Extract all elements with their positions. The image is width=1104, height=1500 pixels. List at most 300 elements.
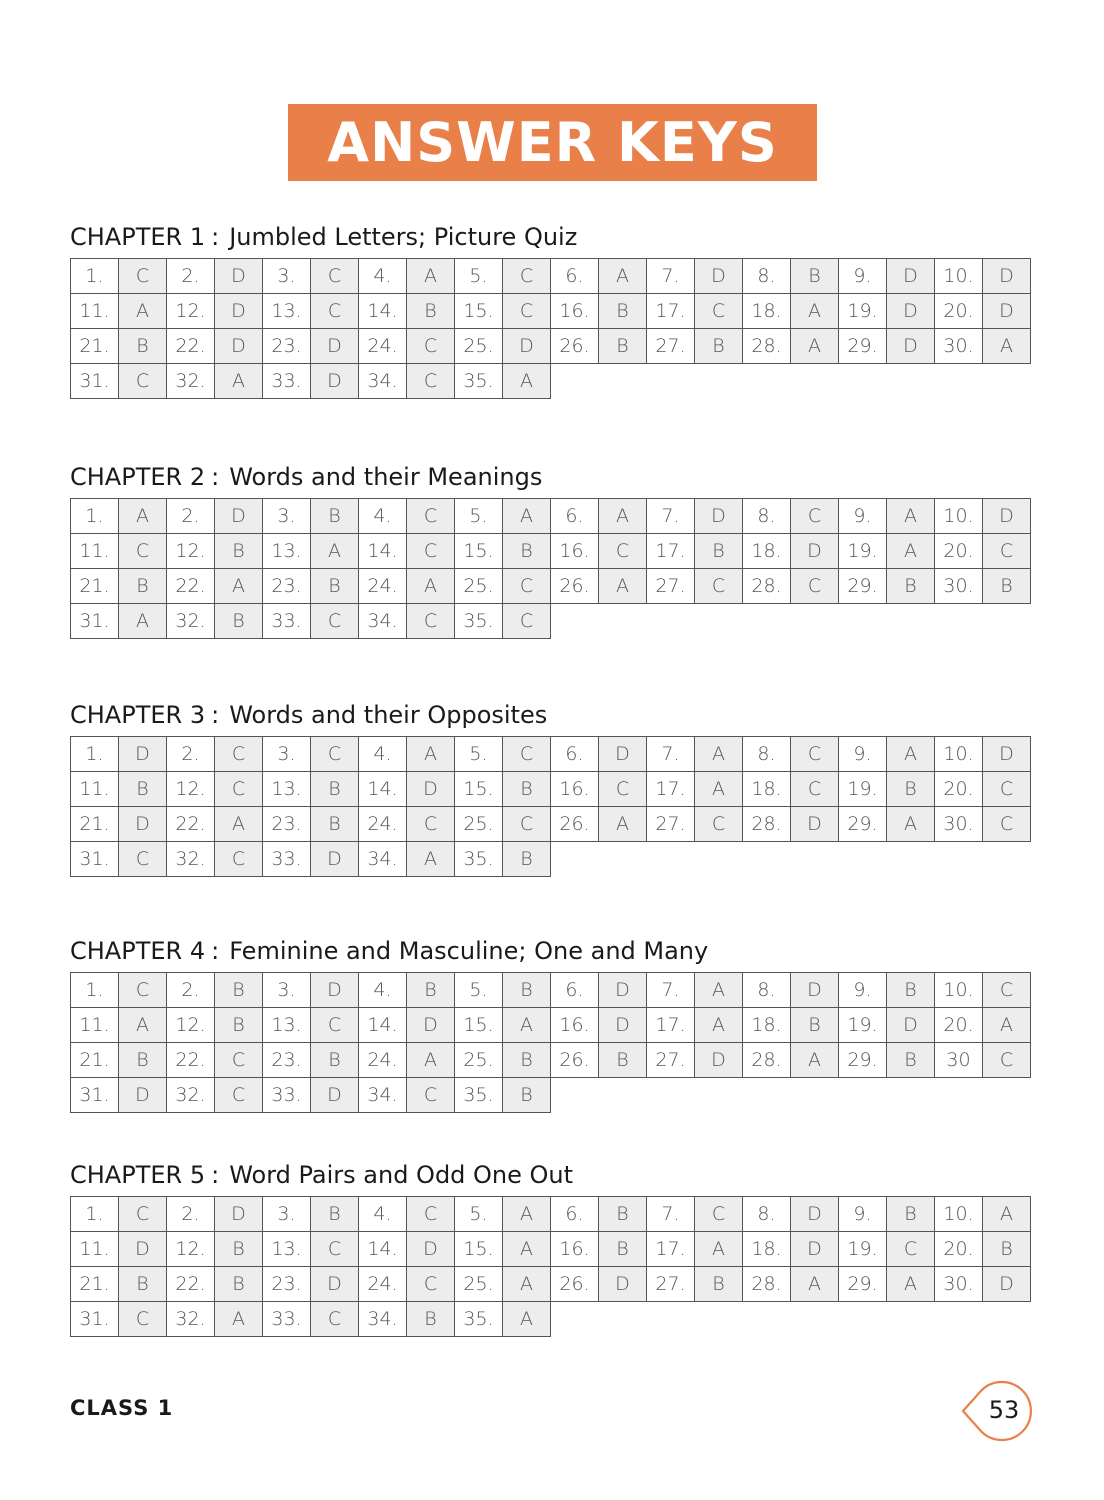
question-number: 4. bbox=[359, 1197, 407, 1232]
answer-option: C bbox=[215, 1043, 263, 1078]
table-row bbox=[71, 842, 1031, 877]
answer-option: B bbox=[503, 1043, 551, 1078]
answer-option: B bbox=[695, 1267, 743, 1302]
empty-cell bbox=[695, 1078, 743, 1113]
question-number: 20. bbox=[935, 294, 983, 329]
question-number: 26. bbox=[551, 569, 599, 604]
chapter-label: CHAPTER 5 bbox=[70, 1161, 206, 1189]
question-number: 24. bbox=[359, 1043, 407, 1078]
question-number: 33. bbox=[263, 842, 311, 877]
answer-option: C bbox=[407, 1267, 455, 1302]
answer-option: B bbox=[215, 973, 263, 1008]
chapter-title: Jumbled Letters; Picture Quiz bbox=[229, 223, 578, 251]
answer-option: B bbox=[311, 499, 359, 534]
answer-option: C bbox=[983, 772, 1031, 807]
answer-option: D bbox=[791, 973, 839, 1008]
empty-cell bbox=[551, 364, 599, 399]
answer-option: C bbox=[119, 973, 167, 1008]
empty-cell bbox=[599, 1078, 647, 1113]
question-number: 22. bbox=[167, 1267, 215, 1302]
answer-option: A bbox=[407, 259, 455, 294]
question-number: 7. bbox=[647, 737, 695, 772]
question-number: 28. bbox=[743, 569, 791, 604]
question-number: 14. bbox=[359, 1008, 407, 1043]
answer-option: B bbox=[311, 1043, 359, 1078]
empty-cell bbox=[839, 842, 887, 877]
question-number: 17. bbox=[647, 1008, 695, 1043]
answer-option: C bbox=[407, 534, 455, 569]
answer-option: A bbox=[887, 807, 935, 842]
question-number: 17. bbox=[647, 534, 695, 569]
question-number: 35. bbox=[455, 1302, 503, 1337]
answer-option: D bbox=[311, 1267, 359, 1302]
page-title-banner bbox=[288, 104, 817, 181]
page-title: ANSWER KEYS bbox=[327, 111, 778, 174]
answer-option: A bbox=[887, 737, 935, 772]
table-row bbox=[71, 973, 1031, 1008]
table-row bbox=[71, 569, 1031, 604]
answer-option: C bbox=[311, 604, 359, 639]
empty-cell bbox=[695, 1302, 743, 1337]
answer-option: A bbox=[119, 1008, 167, 1043]
answer-option: C bbox=[503, 294, 551, 329]
answer-option: C bbox=[503, 807, 551, 842]
answer-option: C bbox=[407, 604, 455, 639]
answer-option: C bbox=[503, 569, 551, 604]
answer-option: D bbox=[695, 1043, 743, 1078]
answer-option: C bbox=[695, 294, 743, 329]
question-number: 25. bbox=[455, 1043, 503, 1078]
empty-cell bbox=[743, 842, 791, 877]
question-number: 25. bbox=[455, 807, 503, 842]
question-number: 31. bbox=[71, 1078, 119, 1113]
question-number: 17. bbox=[647, 294, 695, 329]
empty-cell bbox=[935, 364, 983, 399]
answer-option: C bbox=[407, 807, 455, 842]
table-row bbox=[71, 1302, 1031, 1337]
answer-option: B bbox=[119, 329, 167, 364]
question-number: 7. bbox=[647, 1197, 695, 1232]
answer-option: D bbox=[503, 329, 551, 364]
question-number: 34. bbox=[359, 604, 407, 639]
table-row bbox=[71, 604, 1031, 639]
empty-cell bbox=[887, 842, 935, 877]
answer-option: D bbox=[311, 842, 359, 877]
answer-option: C bbox=[791, 569, 839, 604]
question-number: 19. bbox=[839, 1232, 887, 1267]
answer-option: C bbox=[983, 534, 1031, 569]
answer-option: C bbox=[215, 842, 263, 877]
empty-cell bbox=[599, 1302, 647, 1337]
question-number: 1. bbox=[71, 737, 119, 772]
answer-option: A bbox=[407, 737, 455, 772]
answer-option: C bbox=[503, 737, 551, 772]
answer-option: D bbox=[887, 1008, 935, 1043]
answer-option: B bbox=[119, 1267, 167, 1302]
question-number: 20. bbox=[935, 1008, 983, 1043]
empty-cell bbox=[887, 1078, 935, 1113]
answer-option: C bbox=[311, 259, 359, 294]
question-number: 18. bbox=[743, 294, 791, 329]
answer-option: C bbox=[119, 1302, 167, 1337]
question-number: 11. bbox=[71, 1008, 119, 1043]
question-number: 26. bbox=[551, 1043, 599, 1078]
question-number: 31. bbox=[71, 842, 119, 877]
answer-option: D bbox=[791, 534, 839, 569]
answer-option: C bbox=[407, 499, 455, 534]
question-number: 14. bbox=[359, 772, 407, 807]
question-number: 24. bbox=[359, 1267, 407, 1302]
question-number: 5. bbox=[455, 1197, 503, 1232]
answer-option: A bbox=[695, 737, 743, 772]
answer-option: B bbox=[407, 1302, 455, 1337]
question-number: 7. bbox=[647, 973, 695, 1008]
answer-option: B bbox=[215, 1008, 263, 1043]
answer-option: D bbox=[215, 1197, 263, 1232]
question-number: 4. bbox=[359, 499, 407, 534]
answer-option: D bbox=[695, 499, 743, 534]
question-number: 1. bbox=[71, 1197, 119, 1232]
question-number: 10. bbox=[935, 259, 983, 294]
question-number: 14. bbox=[359, 294, 407, 329]
question-number: 33. bbox=[263, 604, 311, 639]
question-number: 31. bbox=[71, 364, 119, 399]
question-number: 15. bbox=[455, 1232, 503, 1267]
table-row bbox=[71, 259, 1031, 294]
question-number: 6. bbox=[551, 499, 599, 534]
chapter-title: Words and their Meanings bbox=[229, 463, 543, 491]
empty-cell bbox=[791, 842, 839, 877]
empty-cell bbox=[839, 604, 887, 639]
answer-option: D bbox=[407, 1008, 455, 1043]
question-number: 16. bbox=[551, 772, 599, 807]
answer-option: C bbox=[791, 737, 839, 772]
question-number: 28. bbox=[743, 329, 791, 364]
question-number: 33. bbox=[263, 1078, 311, 1113]
question-number: 1. bbox=[71, 973, 119, 1008]
question-number: 13. bbox=[263, 534, 311, 569]
answer-option: A bbox=[695, 772, 743, 807]
question-number: 25. bbox=[455, 1267, 503, 1302]
answer-option: B bbox=[407, 294, 455, 329]
question-number: 3. bbox=[263, 1197, 311, 1232]
answer-option: A bbox=[407, 842, 455, 877]
question-number: 6. bbox=[551, 737, 599, 772]
empty-cell bbox=[887, 364, 935, 399]
empty-cell bbox=[791, 604, 839, 639]
empty-cell bbox=[887, 604, 935, 639]
table-row bbox=[71, 294, 1031, 329]
question-number: 6. bbox=[551, 259, 599, 294]
answer-option: B bbox=[503, 842, 551, 877]
answer-option: A bbox=[695, 973, 743, 1008]
answer-option: C bbox=[791, 499, 839, 534]
answer-option: D bbox=[983, 294, 1031, 329]
answer-option: A bbox=[503, 499, 551, 534]
question-number: 1. bbox=[71, 499, 119, 534]
question-number: 29. bbox=[839, 807, 887, 842]
answer-option: B bbox=[887, 1043, 935, 1078]
empty-cell bbox=[647, 1078, 695, 1113]
answer-table bbox=[70, 498, 1031, 639]
question-number: 21. bbox=[71, 329, 119, 364]
answer-option: B bbox=[599, 1232, 647, 1267]
question-number: 34. bbox=[359, 1078, 407, 1113]
answer-option: A bbox=[311, 534, 359, 569]
question-number: 8. bbox=[743, 259, 791, 294]
answer-option: C bbox=[407, 1078, 455, 1113]
question-number: 10. bbox=[935, 499, 983, 534]
answer-option: C bbox=[887, 1232, 935, 1267]
answer-option: C bbox=[407, 329, 455, 364]
question-number: 9. bbox=[839, 737, 887, 772]
answer-option: B bbox=[311, 1197, 359, 1232]
answer-option: C bbox=[503, 259, 551, 294]
table-row bbox=[71, 1078, 1031, 1113]
answer-option: A bbox=[215, 807, 263, 842]
question-number: 26. bbox=[551, 807, 599, 842]
question-number: 12. bbox=[167, 1232, 215, 1267]
answer-option: D bbox=[983, 259, 1031, 294]
question-number: 11. bbox=[71, 772, 119, 807]
question-number: 32. bbox=[167, 364, 215, 399]
question-number: 18. bbox=[743, 772, 791, 807]
answer-option: A bbox=[791, 1043, 839, 1078]
question-number: 22. bbox=[167, 807, 215, 842]
question-number: 13. bbox=[263, 1008, 311, 1043]
answer-option: B bbox=[119, 569, 167, 604]
empty-cell bbox=[695, 604, 743, 639]
chapter-title: Feminine and Masculine; One and Many bbox=[229, 937, 709, 965]
answer-option: D bbox=[983, 1267, 1031, 1302]
answer-table bbox=[70, 258, 1031, 399]
chapter-label: CHAPTER 4 bbox=[70, 937, 206, 965]
question-number: 34. bbox=[359, 364, 407, 399]
empty-cell bbox=[935, 1078, 983, 1113]
answer-option: C bbox=[983, 1043, 1031, 1078]
answer-option: A bbox=[983, 1197, 1031, 1232]
question-number: 8. bbox=[743, 1197, 791, 1232]
question-number: 25. bbox=[455, 569, 503, 604]
question-number: 30. bbox=[935, 329, 983, 364]
question-number: 28. bbox=[743, 1267, 791, 1302]
answer-option: A bbox=[599, 259, 647, 294]
answer-option: A bbox=[503, 1232, 551, 1267]
question-number: 19. bbox=[839, 294, 887, 329]
empty-cell bbox=[791, 1302, 839, 1337]
answer-option: C bbox=[215, 1078, 263, 1113]
answer-option: B bbox=[887, 569, 935, 604]
chapter-section-3 bbox=[70, 698, 1034, 877]
question-number: 30. bbox=[935, 1267, 983, 1302]
answer-option: C bbox=[119, 534, 167, 569]
answer-option: A bbox=[119, 499, 167, 534]
empty-cell bbox=[551, 604, 599, 639]
question-number: 3. bbox=[263, 973, 311, 1008]
answer-option: B bbox=[119, 1043, 167, 1078]
answer-option: A bbox=[215, 364, 263, 399]
answer-option: C bbox=[215, 772, 263, 807]
answer-option: D bbox=[119, 1078, 167, 1113]
answer-option: D bbox=[311, 329, 359, 364]
question-number: 9. bbox=[839, 499, 887, 534]
empty-cell bbox=[647, 364, 695, 399]
answer-option: D bbox=[599, 1008, 647, 1043]
table-row bbox=[71, 1043, 1031, 1078]
answer-option: D bbox=[983, 499, 1031, 534]
question-number: 16. bbox=[551, 294, 599, 329]
question-number: 2. bbox=[167, 499, 215, 534]
question-number: 16. bbox=[551, 534, 599, 569]
answer-option: B bbox=[695, 329, 743, 364]
answer-option: B bbox=[407, 973, 455, 1008]
question-number: 22. bbox=[167, 329, 215, 364]
empty-cell bbox=[935, 842, 983, 877]
question-number: 15. bbox=[455, 1008, 503, 1043]
answer-option: B bbox=[599, 1197, 647, 1232]
chapter-heading: CHAPTER 4 : Feminine and Masculine; One and Many bbox=[70, 937, 709, 965]
answer-option: B bbox=[503, 1078, 551, 1113]
answer-option: D bbox=[599, 973, 647, 1008]
question-number: 29. bbox=[839, 569, 887, 604]
page-number: 53 bbox=[988, 1396, 1020, 1424]
question-number: 31. bbox=[71, 604, 119, 639]
answer-option: C bbox=[311, 1008, 359, 1043]
question-number: 15. bbox=[455, 772, 503, 807]
answer-option: D bbox=[215, 329, 263, 364]
table-row bbox=[71, 329, 1031, 364]
question-number: 32. bbox=[167, 842, 215, 877]
question-number: 22. bbox=[167, 1043, 215, 1078]
question-number: 14. bbox=[359, 1232, 407, 1267]
empty-cell bbox=[743, 1078, 791, 1113]
question-number: 5. bbox=[455, 259, 503, 294]
footer-class-label: CLASS 1 bbox=[70, 1396, 174, 1420]
question-number: 13. bbox=[263, 294, 311, 329]
question-number: 33. bbox=[263, 1302, 311, 1337]
question-number: 30. bbox=[935, 807, 983, 842]
question-number: 27. bbox=[647, 1043, 695, 1078]
question-number: 23. bbox=[263, 1043, 311, 1078]
answer-option: A bbox=[503, 1197, 551, 1232]
answer-option: C bbox=[503, 604, 551, 639]
question-number: 12. bbox=[167, 772, 215, 807]
question-number: 4. bbox=[359, 737, 407, 772]
answer-option: C bbox=[119, 842, 167, 877]
question-number: 20. bbox=[935, 534, 983, 569]
question-number: 12. bbox=[167, 294, 215, 329]
answer-option: A bbox=[599, 569, 647, 604]
answer-option: D bbox=[887, 329, 935, 364]
empty-cell bbox=[887, 1302, 935, 1337]
question-number: 1. bbox=[71, 259, 119, 294]
answer-option: A bbox=[119, 604, 167, 639]
question-number: 2. bbox=[167, 259, 215, 294]
question-number: 30. bbox=[935, 569, 983, 604]
question-number: 8. bbox=[743, 499, 791, 534]
question-number: 9. bbox=[839, 973, 887, 1008]
empty-cell bbox=[647, 842, 695, 877]
chapter-section-2 bbox=[70, 460, 1034, 639]
answer-option: B bbox=[791, 259, 839, 294]
question-number: 33. bbox=[263, 364, 311, 399]
answer-option: B bbox=[215, 1232, 263, 1267]
answer-option: A bbox=[503, 1267, 551, 1302]
question-number: 13. bbox=[263, 1232, 311, 1267]
answer-option: C bbox=[599, 772, 647, 807]
answer-option: C bbox=[791, 772, 839, 807]
answer-option: D bbox=[599, 737, 647, 772]
answer-table bbox=[70, 972, 1031, 1113]
question-number: 35. bbox=[455, 842, 503, 877]
answer-option: D bbox=[119, 737, 167, 772]
table-row bbox=[71, 1232, 1031, 1267]
question-number: 2. bbox=[167, 973, 215, 1008]
question-number: 23. bbox=[263, 1267, 311, 1302]
question-number: 21. bbox=[71, 1043, 119, 1078]
answer-option: A bbox=[407, 569, 455, 604]
question-number: 31. bbox=[71, 1302, 119, 1337]
answer-table bbox=[70, 1196, 1031, 1337]
answer-option: A bbox=[599, 807, 647, 842]
answer-option: C bbox=[119, 1197, 167, 1232]
answer-option: C bbox=[599, 534, 647, 569]
answer-option: B bbox=[311, 772, 359, 807]
answer-option: A bbox=[215, 1302, 263, 1337]
answer-option: C bbox=[407, 1197, 455, 1232]
table-row bbox=[71, 1008, 1031, 1043]
answer-option: C bbox=[119, 364, 167, 399]
answer-option: C bbox=[983, 807, 1031, 842]
question-number: 7. bbox=[647, 259, 695, 294]
empty-cell bbox=[599, 364, 647, 399]
answer-option: C bbox=[407, 364, 455, 399]
question-number: 13. bbox=[263, 772, 311, 807]
chapter-title: Word Pairs and Odd One Out bbox=[229, 1161, 574, 1189]
question-number: 16. bbox=[551, 1232, 599, 1267]
chapter-label: CHAPTER 3 bbox=[70, 701, 206, 729]
answer-option: D bbox=[311, 364, 359, 399]
question-number: 27. bbox=[647, 1267, 695, 1302]
question-number: 2. bbox=[167, 737, 215, 772]
answer-option: A bbox=[791, 294, 839, 329]
question-number: 29. bbox=[839, 1043, 887, 1078]
answer-option: A bbox=[503, 1008, 551, 1043]
answer-option: A bbox=[983, 329, 1031, 364]
table-row bbox=[71, 1197, 1031, 1232]
answer-option: A bbox=[503, 1302, 551, 1337]
question-number: 30 bbox=[935, 1043, 983, 1078]
empty-cell bbox=[983, 364, 1031, 399]
question-number: 10. bbox=[935, 973, 983, 1008]
question-number: 34. bbox=[359, 842, 407, 877]
question-number: 32. bbox=[167, 1078, 215, 1113]
empty-cell bbox=[983, 1078, 1031, 1113]
answer-option: C bbox=[119, 259, 167, 294]
question-number: 8. bbox=[743, 973, 791, 1008]
answer-option: D bbox=[599, 1267, 647, 1302]
question-number: 3. bbox=[263, 259, 311, 294]
chapter-section-4 bbox=[70, 934, 1034, 1113]
table-row bbox=[71, 807, 1031, 842]
answer-option: D bbox=[407, 772, 455, 807]
answer-option: A bbox=[791, 1267, 839, 1302]
empty-cell bbox=[743, 604, 791, 639]
chapter-heading: CHAPTER 5 : Word Pairs and Odd One Out bbox=[70, 1161, 574, 1189]
chapter-section-5 bbox=[70, 1158, 1034, 1337]
question-number: 32. bbox=[167, 604, 215, 639]
question-number: 11. bbox=[71, 294, 119, 329]
